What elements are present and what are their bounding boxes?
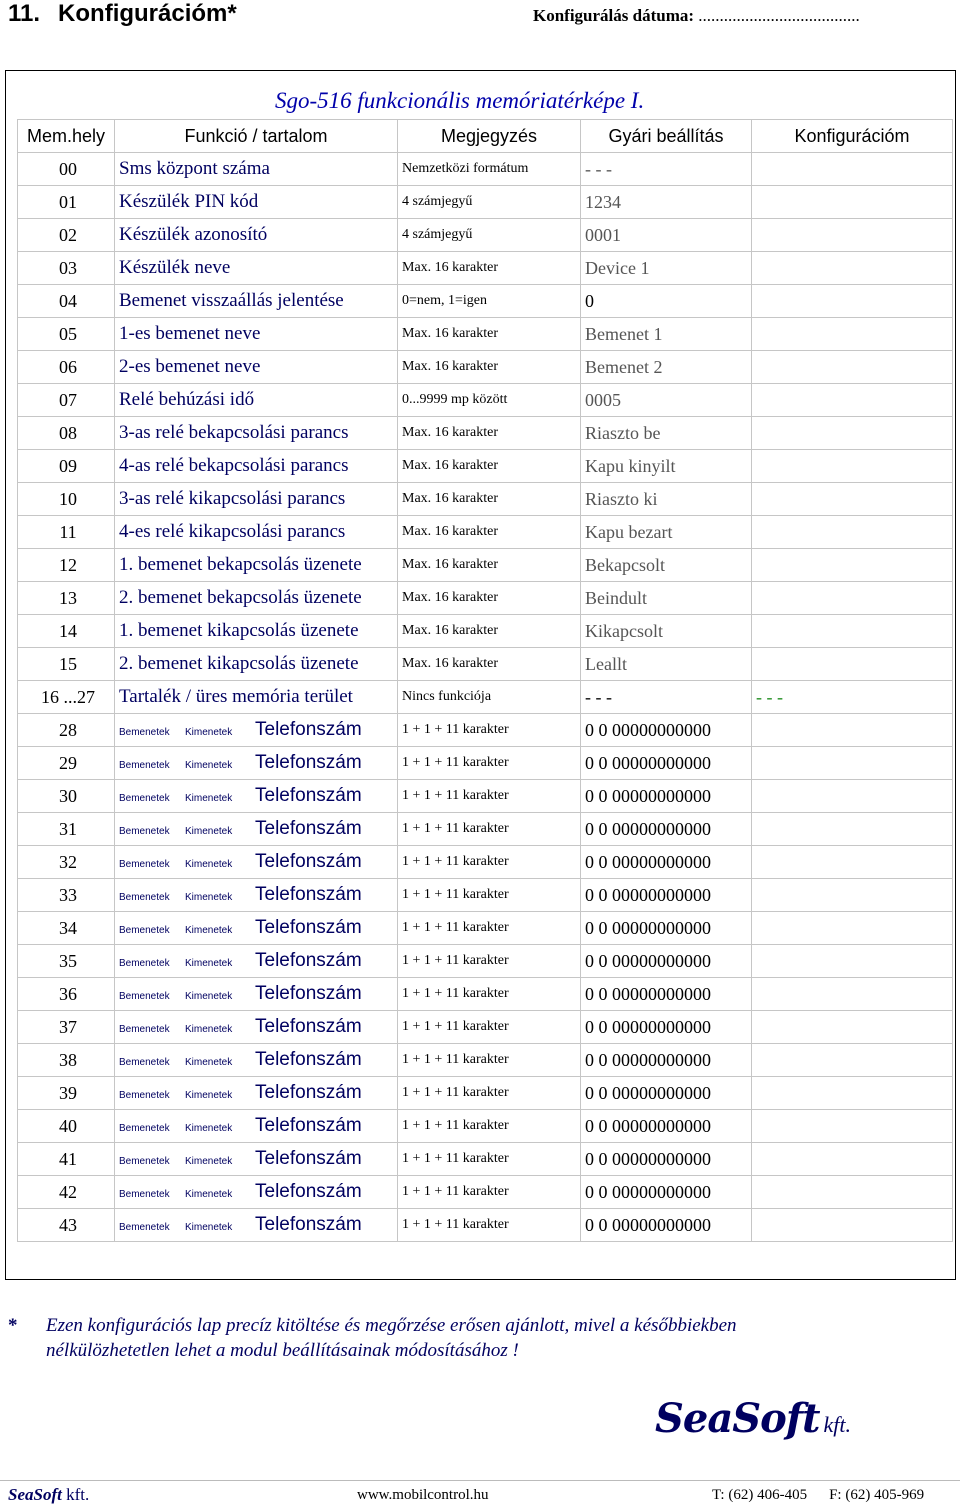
cell-default: Bemenet 1 — [581, 318, 752, 351]
cell-note: 1 + 1 + 11 karakter — [398, 747, 581, 780]
phone-label: Telefonszám — [255, 884, 362, 905]
config-date — [533, 6, 860, 26]
inputs-label: Bemenetek — [119, 727, 170, 738]
cell-note: 4 számjegyű — [398, 219, 581, 252]
cell-default: 0 0 00000000000 — [581, 879, 752, 912]
table-row-phone — [18, 879, 953, 912]
cell-function: Tartalék / üres memória terület — [115, 681, 398, 714]
cell-note: Nemzetközi formátum — [398, 153, 581, 186]
cell-note: Max. 16 karakter — [398, 318, 581, 351]
table-row — [18, 582, 953, 615]
cell-config — [752, 351, 953, 384]
inputs-label: Bemenetek — [119, 1024, 170, 1035]
cell-note: Max. 16 karakter — [398, 351, 581, 384]
table-row — [18, 351, 953, 384]
cell-address: 06 — [18, 351, 115, 384]
inputs-label: Bemenetek — [119, 1156, 170, 1167]
section-title: Konfigurációm* — [58, 0, 237, 27]
inputs-label: Bemenetek — [119, 958, 170, 969]
phone-label: Telefonszám — [255, 818, 362, 839]
cell-function: Készülék neve — [115, 252, 398, 285]
cell-function: Készülék azonosító — [115, 219, 398, 252]
config-date-value: ...................................... — [698, 6, 860, 25]
cell-config — [752, 714, 953, 747]
cell-default: 0 0 00000000000 — [581, 1011, 752, 1044]
table-row — [18, 516, 953, 549]
footer-phone: T: (62) 406-405 — [712, 1487, 808, 1503]
cell-note: 1 + 1 + 11 karakter — [398, 1209, 581, 1242]
cell-function: Készülék PIN kód — [115, 186, 398, 219]
cell-config — [752, 945, 953, 978]
table-row — [18, 384, 953, 417]
cell-function: 1. bemenet bekapcsolás üzenete — [115, 549, 398, 582]
cell-function — [115, 1209, 398, 1242]
table-row-phone — [18, 1176, 953, 1209]
company-logo — [655, 1395, 851, 1442]
cell-address: 08 — [18, 417, 115, 450]
phone-label: Telefonszám — [255, 1214, 362, 1235]
cell-default: Kikapcsolt — [581, 615, 752, 648]
cell-note: Nincs funkciója — [398, 681, 581, 714]
inputs-label: Bemenetek — [119, 892, 170, 903]
cell-default: 0 0 00000000000 — [581, 1110, 752, 1143]
table-header-row — [18, 120, 953, 153]
cell-address: 03 — [18, 252, 115, 285]
cell-config — [752, 1110, 953, 1143]
table-row-phone — [18, 846, 953, 879]
table-row-phone — [18, 1209, 953, 1242]
phone-label: Telefonszám — [255, 1082, 362, 1103]
cell-address: 05 — [18, 318, 115, 351]
outputs-label: Kimenetek — [185, 859, 233, 870]
cell-address: 04 — [18, 285, 115, 318]
column-header-default: Gyári beállítás — [581, 120, 752, 153]
cell-address: 42 — [18, 1176, 115, 1209]
table-row-phone — [18, 945, 953, 978]
cell-function: Bemenet visszaállás jelentése — [115, 285, 398, 318]
outputs-label: Kimenetek — [185, 892, 233, 903]
footer-brand: SeaSoft — [8, 1485, 62, 1504]
cell-default: Beindult — [581, 582, 752, 615]
table-row — [18, 186, 953, 219]
phone-label: Telefonszám — [255, 851, 362, 872]
cell-config — [752, 1077, 953, 1110]
cell-address: 36 — [18, 978, 115, 1011]
inputs-label: Bemenetek — [119, 826, 170, 837]
inputs-label: Bemenetek — [119, 1090, 170, 1101]
table-row-phone — [18, 1077, 953, 1110]
table-row-phone — [18, 714, 953, 747]
cell-address: 15 — [18, 648, 115, 681]
cell-function — [115, 1077, 398, 1110]
phone-label: Telefonszám — [255, 983, 362, 1004]
cell-config — [752, 1176, 953, 1209]
outputs-label: Kimenetek — [185, 1156, 233, 1167]
cell-default: Device 1 — [581, 252, 752, 285]
cell-config — [752, 483, 953, 516]
cell-config — [752, 912, 953, 945]
cell-default: 0 0 00000000000 — [581, 813, 752, 846]
cell-function — [115, 747, 398, 780]
cell-note: Max. 16 karakter — [398, 648, 581, 681]
cell-function — [115, 846, 398, 879]
phone-label: Telefonszám — [255, 917, 362, 938]
table-row — [18, 252, 953, 285]
cell-address: 34 — [18, 912, 115, 945]
cell-note: 1 + 1 + 11 karakter — [398, 1143, 581, 1176]
cell-function — [115, 1143, 398, 1176]
cell-address: 12 — [18, 549, 115, 582]
table-row — [18, 549, 953, 582]
cell-default: 0 0 00000000000 — [581, 1143, 752, 1176]
cell-address: 11 — [18, 516, 115, 549]
cell-default: Riaszto ki — [581, 483, 752, 516]
cell-function — [115, 1011, 398, 1044]
inputs-label: Bemenetek — [119, 925, 170, 936]
cell-function — [115, 813, 398, 846]
cell-config — [752, 648, 953, 681]
cell-address: 38 — [18, 1044, 115, 1077]
column-header-config: Konfigurációm — [752, 120, 953, 153]
cell-config — [752, 747, 953, 780]
outputs-label: Kimenetek — [185, 760, 233, 771]
cell-function: 4-as relé bekapcsolási parancs — [115, 450, 398, 483]
cell-default: Bekapcsolt — [581, 549, 752, 582]
outputs-label: Kimenetek — [185, 925, 233, 936]
cell-address: 00 — [18, 153, 115, 186]
footnote-line-1: Ezen konfigurációs lap precíz kitöltése és megőrzése erősen ajánlott, mivel a későbbiekben — [46, 1315, 737, 1336]
cell-default: 0 0 00000000000 — [581, 1176, 752, 1209]
cell-config: - - - — [752, 681, 953, 714]
outputs-label: Kimenetek — [185, 1024, 233, 1035]
cell-note: 1 + 1 + 11 karakter — [398, 912, 581, 945]
cell-default: 0 0 00000000000 — [581, 1044, 752, 1077]
cell-address: 32 — [18, 846, 115, 879]
cell-address: 43 — [18, 1209, 115, 1242]
cell-default: 0001 — [581, 219, 752, 252]
cell-function: 2. bemenet bekapcsolás üzenete — [115, 582, 398, 615]
phone-label: Telefonszám — [255, 1148, 362, 1169]
cell-address: 07 — [18, 384, 115, 417]
outputs-label: Kimenetek — [185, 793, 233, 804]
cell-note: Max. 16 karakter — [398, 483, 581, 516]
cell-note: 1 + 1 + 11 karakter — [398, 945, 581, 978]
table-row-phone — [18, 813, 953, 846]
config-date-label: Konfigurálás dátuma: — [533, 6, 695, 25]
cell-config — [752, 516, 953, 549]
cell-default: 0 — [581, 285, 752, 318]
cell-note: 1 + 1 + 11 karakter — [398, 879, 581, 912]
cell-note: 4 számjegyű — [398, 186, 581, 219]
cell-default: Bemenet 2 — [581, 351, 752, 384]
table-row — [18, 450, 953, 483]
cell-address: 09 — [18, 450, 115, 483]
cell-address: 41 — [18, 1143, 115, 1176]
cell-note: 0...9999 mp között — [398, 384, 581, 417]
outputs-label: Kimenetek — [185, 1123, 233, 1134]
table-row — [18, 483, 953, 516]
cell-note: Max. 16 karakter — [398, 582, 581, 615]
outputs-label: Kimenetek — [185, 958, 233, 969]
cell-function: 3-as relé bekapcsolási parancs — [115, 417, 398, 450]
cell-default: Riaszto be — [581, 417, 752, 450]
cell-note: Max. 16 karakter — [398, 450, 581, 483]
phone-label: Telefonszám — [255, 1049, 362, 1070]
inputs-label: Bemenetek — [119, 1123, 170, 1134]
cell-address: 33 — [18, 879, 115, 912]
cell-address: 35 — [18, 945, 115, 978]
phone-label: Telefonszám — [255, 1181, 362, 1202]
cell-function — [115, 1176, 398, 1209]
table-row-reserved — [18, 681, 953, 714]
cell-address: 28 — [18, 714, 115, 747]
column-header-function: Funkció / tartalom — [115, 120, 398, 153]
cell-config — [752, 252, 953, 285]
outputs-label: Kimenetek — [185, 991, 233, 1002]
inputs-label: Bemenetek — [119, 991, 170, 1002]
cell-default: 0 0 00000000000 — [581, 945, 752, 978]
cell-address: 14 — [18, 615, 115, 648]
section-number: 11. — [8, 0, 41, 27]
phone-label: Telefonszám — [255, 719, 362, 740]
cell-function: 1-es bemenet neve — [115, 318, 398, 351]
phone-label: Telefonszám — [255, 785, 362, 806]
cell-function: 1. bemenet kikapcsolás üzenete — [115, 615, 398, 648]
memory-map-body — [18, 153, 953, 1242]
cell-note: 1 + 1 + 11 karakter — [398, 1077, 581, 1110]
table-row — [18, 615, 953, 648]
cell-function: 4-es relé kikapcsolási parancs — [115, 516, 398, 549]
cell-address: 13 — [18, 582, 115, 615]
cell-address: 30 — [18, 780, 115, 813]
outputs-label: Kimenetek — [185, 1090, 233, 1101]
inputs-label: Bemenetek — [119, 793, 170, 804]
footer-company — [8, 1485, 89, 1505]
inputs-label: Bemenetek — [119, 1057, 170, 1068]
cell-function: Relé behúzási idő — [115, 384, 398, 417]
table-row — [18, 318, 953, 351]
cell-config — [752, 384, 953, 417]
cell-default: - - - — [581, 681, 752, 714]
table-row-phone — [18, 1143, 953, 1176]
cell-config — [752, 417, 953, 450]
cell-note: 1 + 1 + 11 karakter — [398, 714, 581, 747]
table-row-phone — [18, 1011, 953, 1044]
cell-default: 0 0 00000000000 — [581, 747, 752, 780]
column-header-address: Mem.hely — [18, 120, 115, 153]
cell-function: 3-as relé kikapcsolási parancs — [115, 483, 398, 516]
cell-config — [752, 978, 953, 1011]
outputs-label: Kimenetek — [185, 727, 233, 738]
cell-config — [752, 780, 953, 813]
table-row-phone — [18, 747, 953, 780]
cell-function — [115, 1110, 398, 1143]
cell-default: - - - — [581, 153, 752, 186]
cell-function — [115, 912, 398, 945]
cell-function: Sms központ száma — [115, 153, 398, 186]
logo-brand: SeaSoft — [655, 1395, 820, 1442]
cell-config — [752, 318, 953, 351]
cell-config — [752, 186, 953, 219]
cell-note: Max. 16 karakter — [398, 417, 581, 450]
cell-note: 1 + 1 + 11 karakter — [398, 1044, 581, 1077]
outputs-label: Kimenetek — [185, 1222, 233, 1233]
cell-config — [752, 582, 953, 615]
footer-suffix: kft. — [66, 1485, 90, 1504]
cell-config — [752, 153, 953, 186]
cell-note: 1 + 1 + 11 karakter — [398, 1011, 581, 1044]
cell-default: 0 0 00000000000 — [581, 978, 752, 1011]
table-row — [18, 417, 953, 450]
cell-address: 01 — [18, 186, 115, 219]
cell-default: Kapu kinyilt — [581, 450, 752, 483]
cell-address: 02 — [18, 219, 115, 252]
memory-map-title: Sgo-516 funkcionális memóriatérképe I. — [275, 88, 645, 113]
footer-divider — [0, 1480, 960, 1481]
cell-function — [115, 1044, 398, 1077]
memory-map-table — [17, 119, 953, 1242]
footer-website[interactable]: www.mobilcontrol.hu — [357, 1487, 489, 1503]
footer-contact — [712, 1487, 924, 1504]
cell-address: 37 — [18, 1011, 115, 1044]
cell-config — [752, 846, 953, 879]
outputs-label: Kimenetek — [185, 1057, 233, 1068]
footnote-line-2: nélkülözhetetlen lehet a modul beállításainak módosításához ! — [46, 1340, 519, 1361]
cell-function — [115, 945, 398, 978]
cell-default: 0 0 00000000000 — [581, 1209, 752, 1242]
cell-note: Max. 16 karakter — [398, 252, 581, 285]
table-row — [18, 153, 953, 186]
column-header-note: Megjegyzés — [398, 120, 581, 153]
cell-default: 0 0 00000000000 — [581, 1077, 752, 1110]
footnote-asterisk: * — [8, 1315, 18, 1336]
phone-label: Telefonszám — [255, 950, 362, 971]
table-row-phone — [18, 978, 953, 1011]
cell-default: 0 0 00000000000 — [581, 912, 752, 945]
phone-label: Telefonszám — [255, 752, 362, 773]
cell-note: 1 + 1 + 11 karakter — [398, 1176, 581, 1209]
table-row — [18, 285, 953, 318]
cell-config — [752, 1209, 953, 1242]
cell-address: 16 ...27 — [18, 681, 115, 714]
cell-default: Leallt — [581, 648, 752, 681]
cell-note: 1 + 1 + 11 karakter — [398, 978, 581, 1011]
cell-address: 29 — [18, 747, 115, 780]
table-row — [18, 219, 953, 252]
cell-config — [752, 450, 953, 483]
cell-note: 1 + 1 + 11 karakter — [398, 1110, 581, 1143]
cell-default: 1234 — [581, 186, 752, 219]
cell-address: 40 — [18, 1110, 115, 1143]
cell-function — [115, 879, 398, 912]
cell-address: 10 — [18, 483, 115, 516]
cell-config — [752, 1044, 953, 1077]
phone-label: Telefonszám — [255, 1115, 362, 1136]
cell-note: Max. 16 karakter — [398, 516, 581, 549]
cell-config — [752, 219, 953, 252]
cell-config — [752, 813, 953, 846]
cell-note: 1 + 1 + 11 karakter — [398, 780, 581, 813]
cell-note: 0=nem, 1=igen — [398, 285, 581, 318]
table-row-phone — [18, 1044, 953, 1077]
outputs-label: Kimenetek — [185, 1189, 233, 1200]
logo-suffix: kft. — [823, 1412, 852, 1437]
cell-note: 1 + 1 + 11 karakter — [398, 846, 581, 879]
inputs-label: Bemenetek — [119, 1189, 170, 1200]
footer-fax: F: (62) 405-969 — [829, 1487, 925, 1503]
cell-function — [115, 780, 398, 813]
cell-note: 1 + 1 + 11 karakter — [398, 813, 581, 846]
cell-function: 2-es bemenet neve — [115, 351, 398, 384]
cell-note: Max. 16 karakter — [398, 549, 581, 582]
table-row-phone — [18, 1110, 953, 1143]
cell-default: Kapu bezart — [581, 516, 752, 549]
phone-label: Telefonszám — [255, 1016, 362, 1037]
cell-function: 2. bemenet kikapcsolás üzenete — [115, 648, 398, 681]
cell-config — [752, 1143, 953, 1176]
cell-default: 0005 — [581, 384, 752, 417]
cell-note: Max. 16 karakter — [398, 615, 581, 648]
cell-config — [752, 285, 953, 318]
cell-default: 0 0 00000000000 — [581, 714, 752, 747]
cell-config — [752, 549, 953, 582]
outputs-label: Kimenetek — [185, 826, 233, 837]
cell-config — [752, 1011, 953, 1044]
cell-function — [115, 714, 398, 747]
cell-default: 0 0 00000000000 — [581, 846, 752, 879]
table-row-phone — [18, 780, 953, 813]
inputs-label: Bemenetek — [119, 1222, 170, 1233]
cell-config — [752, 879, 953, 912]
table-row — [18, 648, 953, 681]
cell-function — [115, 978, 398, 1011]
cell-address: 39 — [18, 1077, 115, 1110]
inputs-label: Bemenetek — [119, 859, 170, 870]
table-row-phone — [18, 912, 953, 945]
inputs-label: Bemenetek — [119, 760, 170, 771]
cell-address: 31 — [18, 813, 115, 846]
cell-default: 0 0 00000000000 — [581, 780, 752, 813]
page-title — [8, 0, 237, 28]
cell-config — [752, 615, 953, 648]
